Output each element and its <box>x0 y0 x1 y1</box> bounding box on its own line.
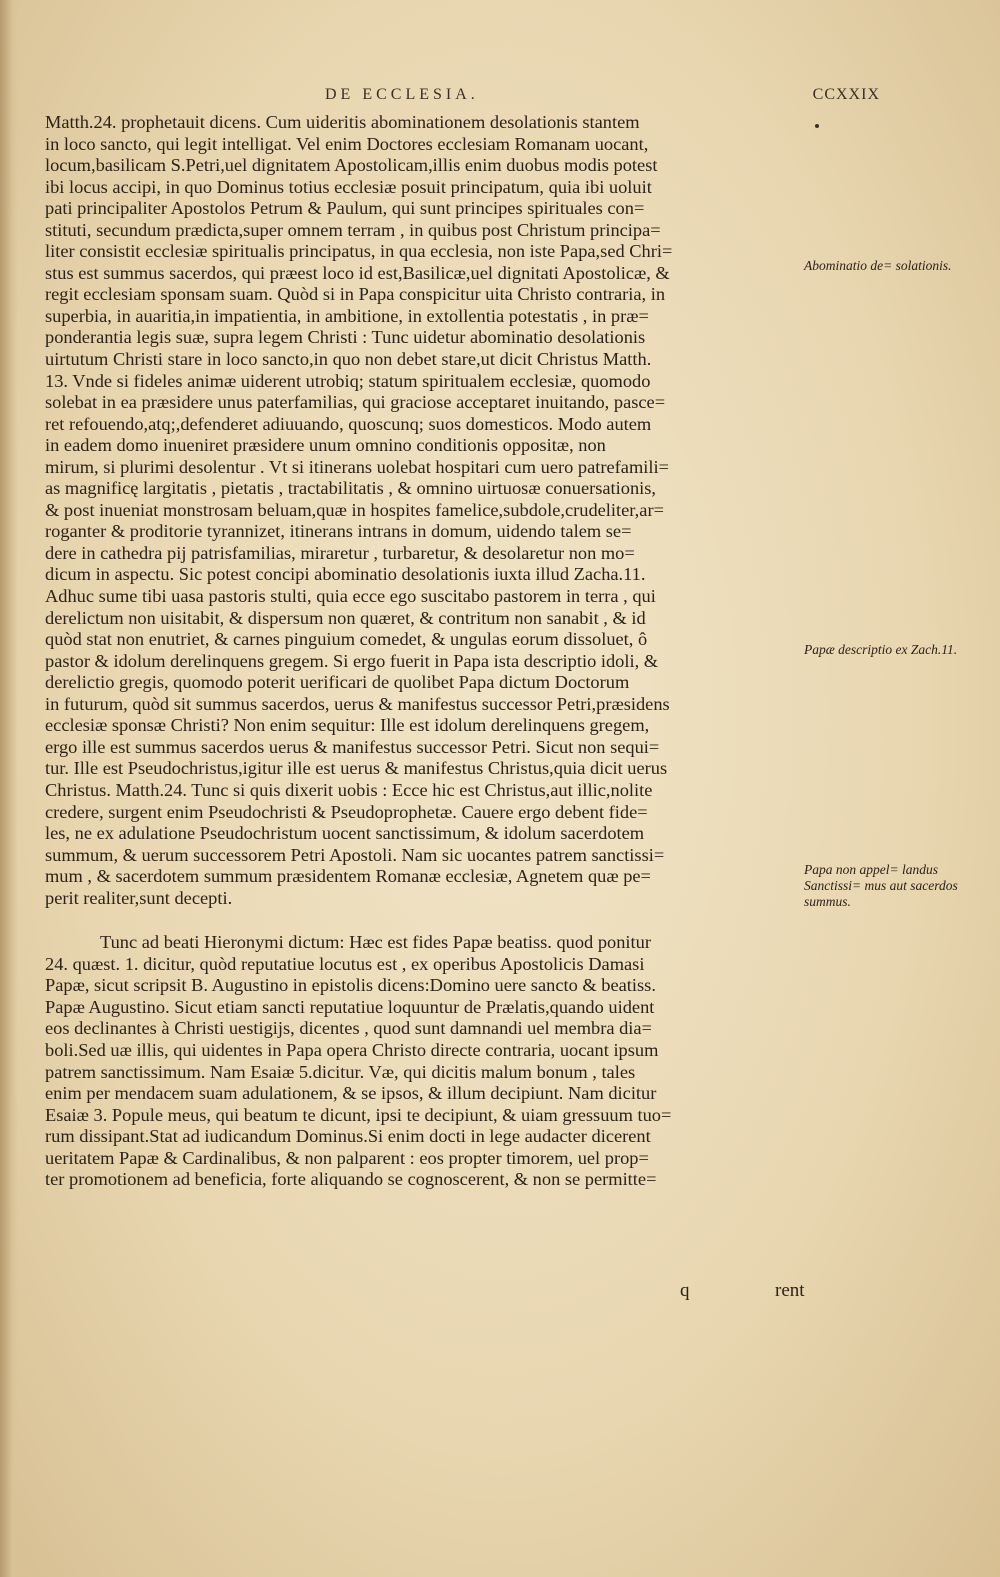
text-line: ret refouendo,atq;,defenderet adiuuando, quoscunq; suos domesticos. Modo autem <box>45 413 652 434</box>
text-line: derelictum non uisitabit, & dispersum non quæret, & contritum non sanabit , & id <box>45 607 646 628</box>
paragraph-1 <box>45 112 801 909</box>
text-line: enim per mendacem suam adulationem, & se ipsos, & illum decipiunt. Nam dicitur <box>45 1083 657 1104</box>
margin-note-abominatio: Abominatio de= solationis. <box>804 258 952 273</box>
text-line: Tunc ad beati Hieronymi dictum: Hæc est fides Papæ beatiss. quod ponitur <box>100 932 651 953</box>
text-line: as magnificę largitatis , pietatis , tractabilitatis , & omnino uirtuosæ conuersationis, <box>45 478 657 499</box>
text-line: roganter & proditorie tyrannizet, itinerans intrans in domum, uidendo talem se= <box>45 521 632 542</box>
text-line: in loco sancto, qui legit intelligat. Vel enim Doctores ecclesiam Romanam uocant, <box>45 133 649 154</box>
paragraph-2 <box>45 932 801 1191</box>
text-line: in eadem domo inueniret præsidere unum omnino conditionis oppositæ, non <box>45 435 606 456</box>
text-line: Esaiæ 3. Popule meus, qui beatum te dicunt, ipsi te decipiunt, & uiam gressuum tuo= <box>45 1104 672 1125</box>
ink-dot <box>815 124 819 128</box>
text-line: in futurum, quòd sit summus sacerdos, uerus & manifestus successor Petri,præsidens <box>45 693 670 714</box>
text-line: perit realiter,sunt decepti. <box>45 887 233 908</box>
text-line: summum, & uerum successorem Petri Apostoli. Nam sic uocantes patrem sanctissi= <box>45 844 665 865</box>
text-line: patrem sanctissimum. Nam Esaiæ 5.dicitur. Væ, qui dicitis malum bonum , tales <box>45 1061 636 1082</box>
text-line: regit ecclesiam sponsam suam. Quòd si in Papa conspicitur uita Christo contraria, in <box>45 284 666 305</box>
text-line: ueritatem Papæ & Cardinalibus, & non palparent : eos propter timorem, uel prop= <box>45 1147 649 1168</box>
text-line: rum dissipant.Stat ad iudicandum Dominus.Si enim docti in lege audacter dicerent <box>45 1126 651 1147</box>
text-line: uirtutum Christi stare in loco sancto,in quo non debet stare,ut dicit Christus Matth. <box>45 349 652 370</box>
text-line: tur. Ille est Pseudochristus,igitur ille est uerus & manifestus Christus,quia dicit uerus <box>45 758 668 779</box>
text-line: stus est summus sacerdos, qui præest loco id est,Basilicæ,uel dignitati Apostolicæ, & <box>45 262 670 283</box>
text-line: pastor & idolum derelinquens gregem. Si ergo fuerit in Papa ista descriptio idoli, & <box>45 650 659 671</box>
text-line: mum , & sacerdotem summum præsidentem Romanæ ecclesiæ, Agnetem quæ pe= <box>45 866 651 887</box>
running-title: DE ECCLESIA. <box>325 86 479 103</box>
text-line: ergo ille est summus sacerdos uerus & manifestus successor Petri. Sicut non sequi= <box>45 736 660 757</box>
text-line: boli.Sed uæ illis, qui uidentes in Papa opera Christo directe contraria, uocant ipsum <box>45 1039 659 1060</box>
main-text-column <box>45 112 801 1191</box>
text-line: liter consistit ecclesiæ spiritualis principatus, in qua ecclesia, non iste Papa,sed Chri= <box>45 241 673 262</box>
text-line: ecclesiæ sponsæ Christi? Non enim sequitur: Ille est idolum derelinquens gregem, <box>45 715 650 736</box>
text-line: ibi locus accipi, in quo Dominus totius ecclesiæ posuit principatum, quia ibi uoluit <box>45 176 652 197</box>
text-line: ponderantia legis suæ, supra legem Christi : Tunc uidetur abominatio desolationis <box>45 327 646 348</box>
text-line: stituti, secundum prædicta,super omnem terram , in quibus post Christum principa= <box>45 219 661 240</box>
text-line: les, ne ex adulatione Pseudochristum uocent sanctissimum, & idolum sacerdotem <box>45 823 645 844</box>
text-line: superbia, in auaritia,in impatientia, in ambitione, in extollentia potestatis , in præ= <box>45 305 649 326</box>
text-line: Christus. Matth.24. Tunc si quis dixerit uobis : Ecce hic est Christus,aut illic,nolite <box>45 779 653 800</box>
text-line: Matth.24. prophetauit dicens. Cum uideritis abominationem desolationis stantem <box>45 112 640 132</box>
text-line: credere, surgent enim Pseudochristi & Pseudoprophetæ. Cauere ergo debent fide= <box>45 801 648 822</box>
folio-number: CCXXIX <box>812 86 880 103</box>
text-line: quòd stat non enutriet, & carnes pinguium comedet, & ungulas eorum dissoluet, ô <box>45 629 648 650</box>
text-line: eos declinantes à Christi uestigijs, dicentes , quod sunt damnandi uel membra dia= <box>45 1018 652 1039</box>
page-header <box>325 86 880 112</box>
catchword: rent <box>775 1280 805 1301</box>
text-line: & post inueniat monstrosam beluam,quæ in hospites famelice,subdole,crudeliter,ar= <box>45 499 664 520</box>
text-line: dere in cathedra pij patrisfamilias, miraretur , turbaretur, & desolaretur non mo= <box>45 542 635 563</box>
text-line: Papæ, sicut scripsit B. Augustino in epistolis dicens:Domino uere sancto & beatiss. <box>45 975 656 996</box>
text-line: solebat in ea præsidere unus paterfamilias, qui graciose acceptaret inuitando, pasce= <box>45 392 666 413</box>
text-line: Papæ Augustino. Sicut etiam sancti reputatiue loquuntur de Prælatis,quando uident <box>45 996 655 1017</box>
text-line: ter promotionem ad beneficia, forte aliquando se cognoscerent, & non se permitte= <box>45 1169 657 1190</box>
text-line: Adhuc sume tibi uasa pastoris stulti, quia ecce ego suscitabo pastorem in terra , qui <box>45 586 656 607</box>
text-line: mirum, si plurimi desolentur . Vt si itinerans uolebat hospitari cum uero patrefamili= <box>45 456 669 477</box>
signature-mark: q <box>680 1280 690 1301</box>
text-line: locum,basilicam S.Petri,uel dignitatem Apostolicam,illis enim duobus modis potest <box>45 155 658 176</box>
text-line: dicum in aspectu. Sic potest concipi abominatio desolationis iuxta illud Zacha.11. <box>45 564 646 585</box>
margin-note-papae-descriptio: Papæ descriptio ex Zach.11. <box>804 642 958 657</box>
text-line: pati principaliter Apostolos Petrum & Paulum, qui sunt principes spirituales con= <box>45 198 645 219</box>
text-line: 24. quæst. 1. dicitur, quòd reputatiue locutus est , ex operibus Apostolicis Damasi <box>45 953 645 974</box>
text-line: derelictio gregis, quomodo poterit uerificari de quolibet Papa dictum Doctorum <box>45 672 630 693</box>
margin-note-papa-non-appellandus: Papa non appel= landus Sanctissi= mus aut sacerdos summus. <box>804 862 958 909</box>
text-line: 13. Vnde si fideles animæ uiderent utrobiq; statum spiritualem ecclesiæ, quomodo <box>45 370 651 391</box>
